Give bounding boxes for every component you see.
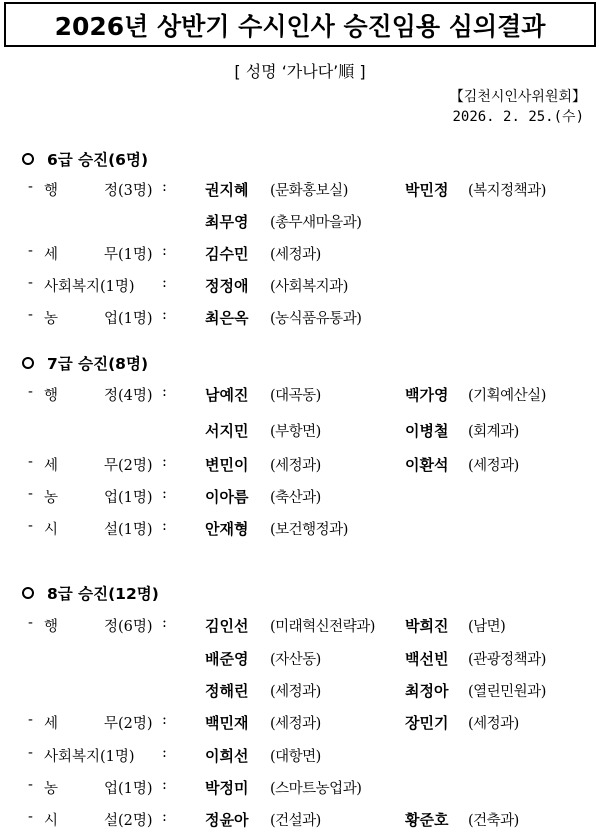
department: (스마트농업과): [270, 781, 362, 797]
promotion-row: [0, 615, 600, 639]
promotion-row: [0, 712, 600, 736]
person-name: 이병철: [405, 422, 449, 440]
promotion-row: [0, 211, 600, 235]
department: (관광정책과): [468, 652, 546, 668]
section-heading: [22, 582, 159, 604]
person-name: 정윤아: [205, 811, 249, 829]
circle-bullet-icon: [22, 357, 34, 369]
person-name: 정정애: [205, 277, 249, 295]
list-dash: -: [28, 179, 33, 195]
colon-separator: :: [162, 454, 167, 470]
job-category-label: 사회복지(1명): [44, 749, 135, 765]
department: (건축과): [468, 813, 519, 829]
promotion-row: [0, 307, 600, 331]
colon-separator: :: [162, 745, 167, 761]
job-category-count: 업(1명): [104, 781, 153, 797]
job-category-count: 업(1명): [104, 490, 153, 506]
person-name: 변민이: [205, 456, 249, 474]
department: (세정과): [468, 716, 519, 732]
section-heading-label: 8급 승진(12명): [47, 585, 159, 603]
department: (사회복지과): [270, 279, 348, 295]
job-category-label: 농: [44, 311, 59, 327]
department: (세정과): [270, 247, 321, 263]
department: (세정과): [468, 458, 519, 474]
promotion-row: [0, 809, 600, 833]
colon-separator: :: [162, 384, 167, 400]
person-name: 박민정: [405, 181, 449, 199]
person-name: 김인선: [205, 617, 249, 635]
list-dash: -: [28, 615, 33, 631]
colon-separator: :: [162, 518, 167, 534]
list-dash: -: [28, 745, 33, 761]
job-category-label: 농: [44, 490, 59, 506]
promotion-row: [0, 420, 600, 444]
department: (건설과): [270, 813, 321, 829]
promotion-row: [0, 486, 600, 510]
job-category-count: 정(4명): [104, 388, 153, 404]
promotion-row: [0, 243, 600, 267]
department: (농식품유통과): [270, 311, 362, 327]
person-name: 이희선: [205, 747, 249, 765]
job-category-label: 행: [44, 183, 59, 199]
sort-order-subtitle: [ 성명 ‘가나다’順 ]: [234, 62, 366, 81]
department: (세정과): [270, 716, 321, 732]
department: (축산과): [270, 490, 321, 506]
person-name: 백민재: [205, 714, 249, 732]
job-category-count: 설(2명): [104, 813, 153, 829]
promotion-row: [0, 777, 600, 801]
department: (복지정책과): [468, 183, 546, 199]
list-dash: -: [28, 809, 33, 825]
colon-separator: :: [162, 712, 167, 728]
department: (회계과): [468, 424, 519, 440]
person-name: 이아름: [205, 488, 249, 506]
department: (기획예산실): [468, 388, 546, 404]
department: (세정과): [270, 684, 321, 700]
person-name: 최은옥: [205, 309, 249, 327]
promotion-row: [0, 648, 600, 672]
list-dash: -: [28, 518, 33, 534]
job-category-label: 행: [44, 619, 59, 635]
job-category-count: 정(3명): [104, 183, 153, 199]
colon-separator: :: [162, 486, 167, 502]
job-category-label: 행: [44, 388, 59, 404]
job-category-count: 무(2명): [104, 458, 153, 474]
promotion-row: [0, 275, 600, 299]
committee-name: 【김천시인사위원회】: [449, 89, 586, 105]
list-dash: -: [28, 712, 33, 728]
promotion-row: [0, 518, 600, 542]
department: (문화홍보실): [270, 183, 348, 199]
job-category-label: 세: [44, 716, 59, 732]
department: (자산동): [270, 652, 321, 668]
person-name: 백선빈: [405, 650, 449, 668]
promotion-row: [0, 454, 600, 478]
colon-separator: :: [162, 243, 167, 259]
job-category-count: 설(1명): [104, 522, 153, 538]
section-heading: [22, 352, 148, 374]
department: (부항면): [270, 424, 321, 440]
colon-separator: :: [162, 615, 167, 631]
job-category-label: 사회복지(1명): [44, 279, 135, 295]
circle-bullet-icon: [22, 587, 34, 599]
colon-separator: :: [162, 179, 167, 195]
job-category-count: 정(6명): [104, 619, 153, 635]
person-name: 장민기: [405, 714, 449, 732]
person-name: 남예진: [205, 386, 249, 404]
list-dash: -: [28, 777, 33, 793]
list-dash: -: [28, 486, 33, 502]
promotion-row: [0, 179, 600, 203]
colon-separator: :: [162, 777, 167, 793]
document-date: 2026. 2. 25.(수): [452, 109, 584, 125]
promotion-row: [0, 745, 600, 769]
colon-separator: :: [162, 809, 167, 825]
job-category-label: 시: [44, 522, 59, 538]
job-category-label: 농: [44, 781, 59, 797]
list-dash: -: [28, 243, 33, 259]
department: (대곡동): [270, 388, 321, 404]
colon-separator: :: [162, 307, 167, 323]
job-category-label: 시: [44, 813, 59, 829]
list-dash: -: [28, 384, 33, 400]
person-name: 이환석: [405, 456, 449, 474]
section-heading-label: 6급 승진(6명): [47, 151, 149, 169]
list-dash: -: [28, 454, 33, 470]
job-category-count: 무(2명): [104, 716, 153, 732]
section-heading-label: 7급 승진(8명): [47, 355, 149, 373]
job-category-count: 업(1명): [104, 311, 153, 327]
person-name: 백가영: [405, 386, 449, 404]
job-category-label: 세: [44, 458, 59, 474]
list-dash: -: [28, 307, 33, 323]
department: (총무새마을과): [270, 215, 362, 231]
promotion-row: [0, 680, 600, 704]
person-name: 최무영: [205, 213, 249, 231]
section-heading: [22, 148, 148, 170]
department: (미래혁신전략과): [270, 619, 375, 635]
person-name: 김수민: [205, 245, 249, 263]
department: (세정과): [270, 458, 321, 474]
colon-separator: :: [162, 275, 167, 291]
person-name: 배준영: [205, 650, 249, 668]
person-name: 박희진: [405, 617, 449, 635]
department: (대항면): [270, 749, 321, 765]
job-category-label: 세: [44, 247, 59, 263]
person-name: 안재형: [205, 520, 249, 538]
document-title: 2026년 상반기 수시인사 승진임용 심의결과: [4, 2, 596, 47]
department: (남면): [468, 619, 506, 635]
list-dash: -: [28, 275, 33, 291]
department: (열린민원과): [468, 684, 546, 700]
person-name: 서지민: [205, 422, 249, 440]
circle-bullet-icon: [22, 153, 34, 165]
promotion-row: [0, 384, 600, 408]
department: (보건행정과): [270, 522, 348, 538]
person-name: 정해린: [205, 682, 249, 700]
person-name: 권지혜: [205, 181, 249, 199]
person-name: 박정미: [205, 779, 249, 797]
person-name: 황준호: [405, 811, 449, 829]
person-name: 최정아: [405, 682, 449, 700]
job-category-count: 무(1명): [104, 247, 153, 263]
